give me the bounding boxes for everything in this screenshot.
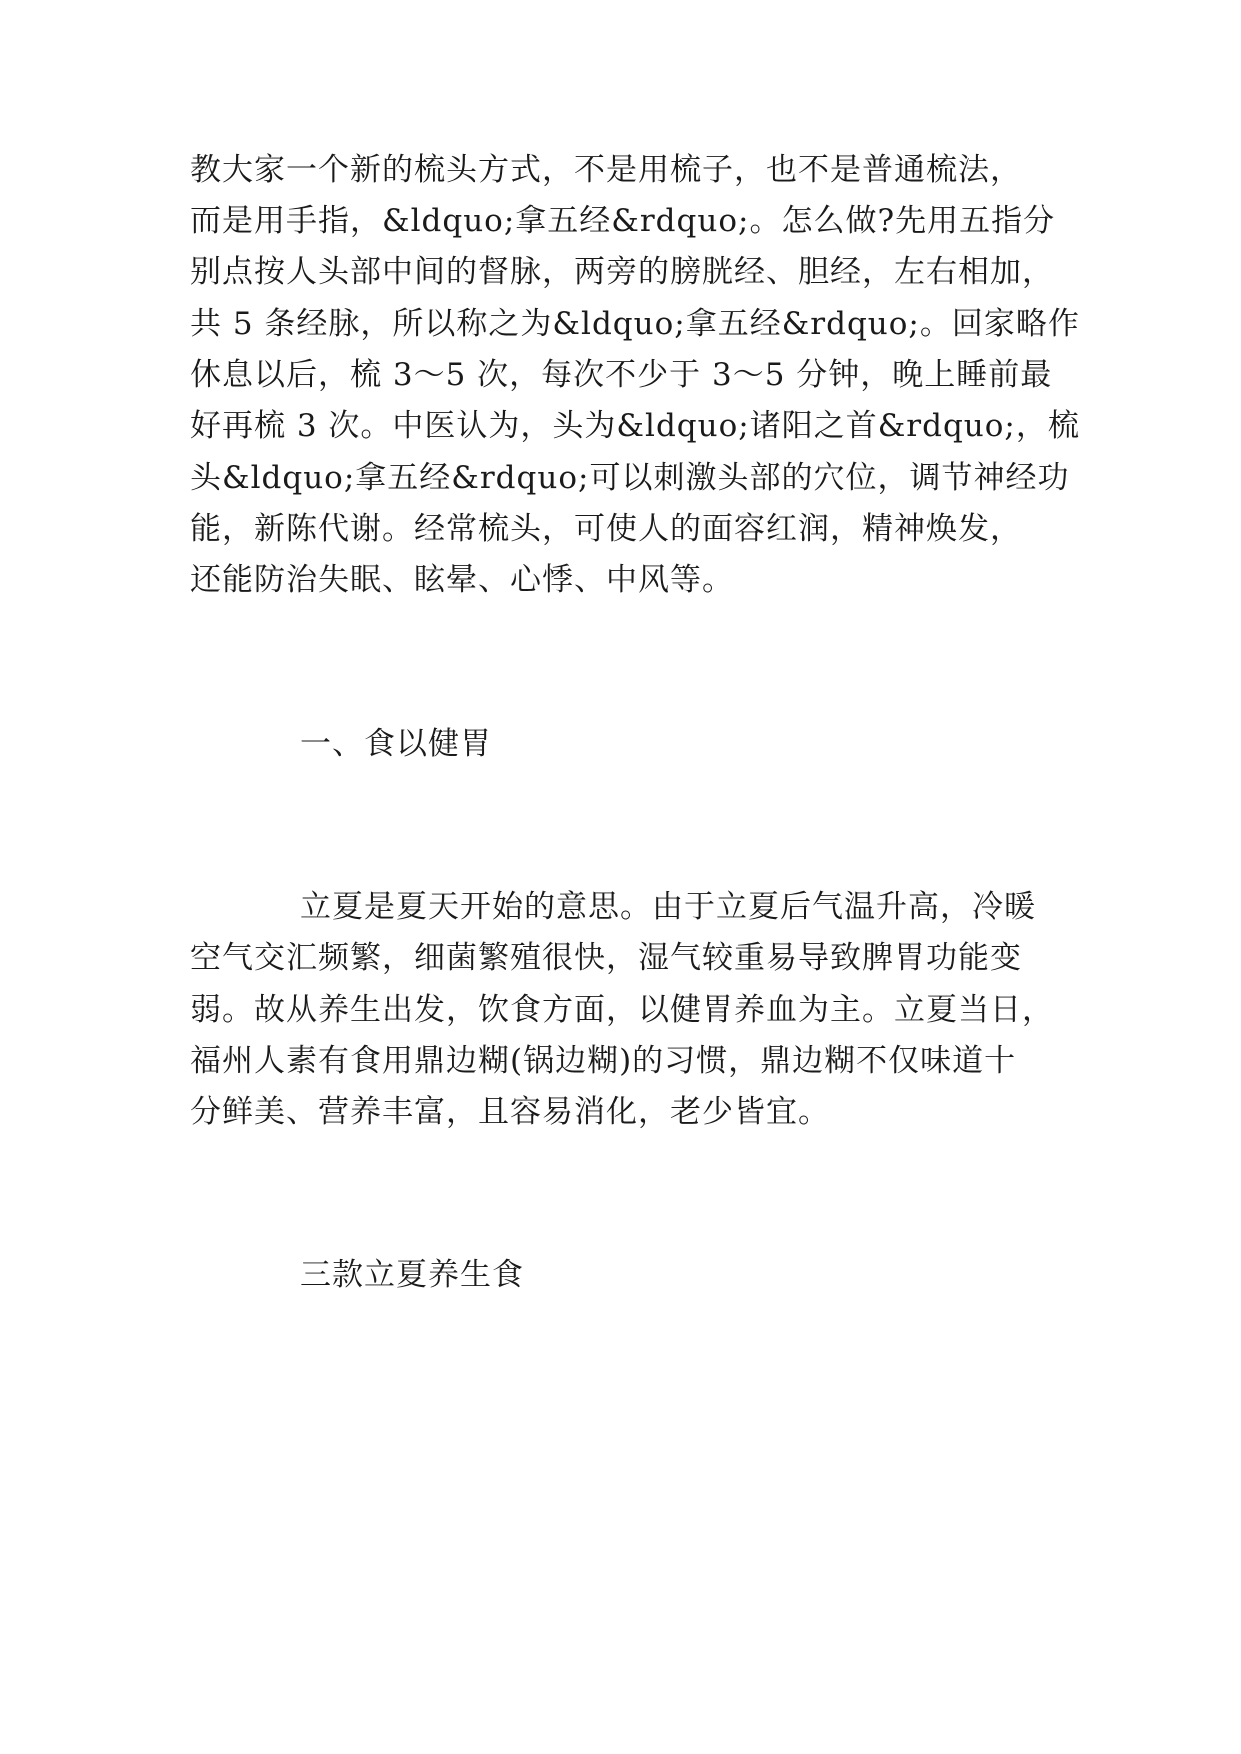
paragraph-line: 还能防治失眠、眩晕、心悸、中风等。 (190, 562, 734, 598)
paragraph-line: 空气交汇频繁，细菌繁殖很快，湿气较重易导致脾胃功能变 (190, 940, 1022, 976)
paragraph-line: 而是用手指，&ldquo;拿五经&rdquo;。怎么做?先用五指分 (190, 203, 1056, 239)
paragraph-line: 头&ldquo;拿五经&rdquo;可以刺激头部的穴位，调节神经功 (190, 460, 1070, 496)
paragraph-line: 别点按人头部中间的督脉，两旁的膀胱经、胆经，左右相加， (190, 254, 1054, 290)
paragraph-line: 弱。故从养生出发，饮食方面，以健胃养血为主。立夏当日， (190, 992, 1054, 1028)
paragraph-line: 分鲜美、营养丰富，且容易消化，老少皆宜。 (190, 1094, 830, 1130)
paragraph-line: 教大家一个新的梳头方式，不是用梳子，也不是普通梳法， (190, 152, 1022, 188)
section-heading-recipes: 三款立夏养生食 (300, 1257, 524, 1293)
paragraph-line: 立夏是夏天开始的意思。由于立夏后气温升高，冷暖 (300, 889, 1036, 925)
section-heading-stomach: 一、食以健胃 (300, 726, 492, 762)
paragraph-line: 共 5 条经脉，所以称之为&ldquo;拿五经&rdquo;。回家略作 (190, 306, 1080, 342)
paragraph-line: 好再梳 3 次。中医认为，头为&ldquo;诸阳之首&rdquo;，梳 (190, 408, 1080, 444)
paragraph-line: 休息以后，梳 3～5 次，每次不少于 3～5 分钟，晚上睡前最 (190, 357, 1053, 393)
paragraph-line: 福州人素有食用鼎边糊(锅边糊)的习惯，鼎边糊不仅味道十 (190, 1043, 1017, 1079)
paragraph-line: 能，新陈代谢。经常梳头，可使人的面容红润，精神焕发， (190, 511, 1022, 547)
